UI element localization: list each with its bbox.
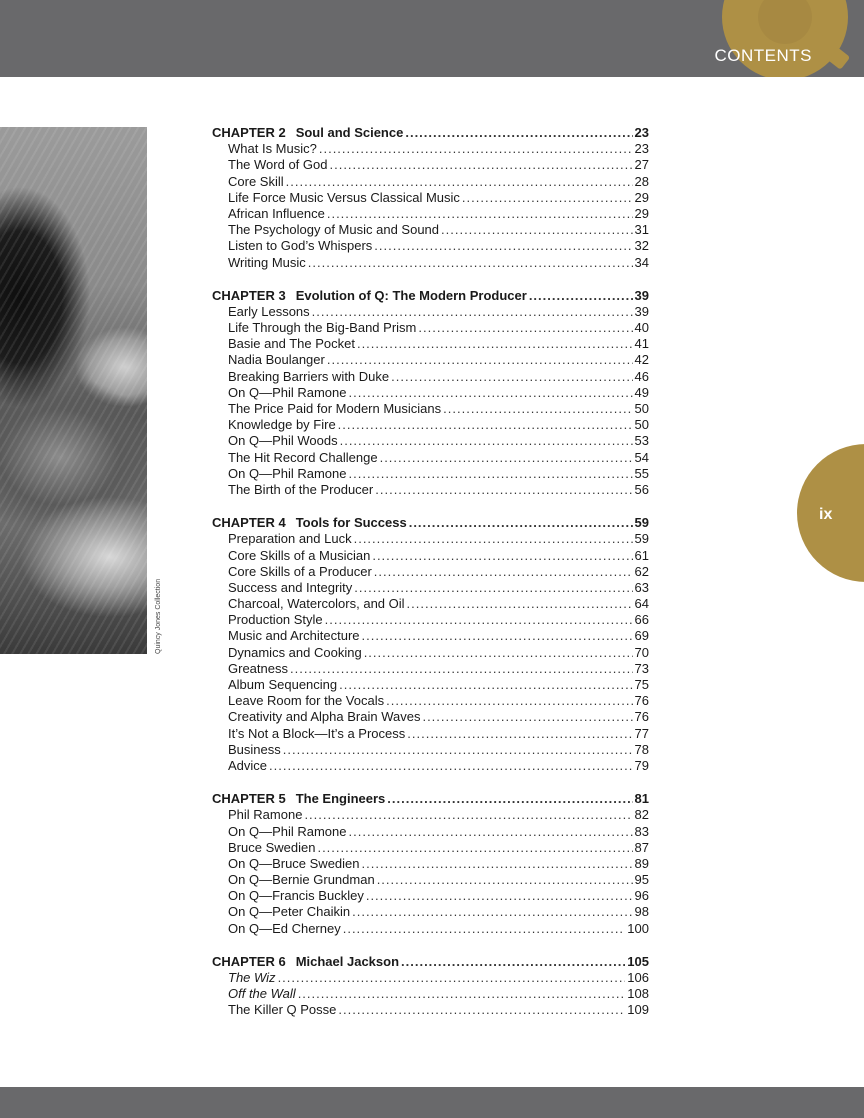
toc-entry[interactable]: [212, 872, 649, 888]
entry-page: 77: [634, 725, 649, 741]
entry-title: Preparation and Luck: [228, 531, 352, 547]
entry-title: On Q—Phil Ramone: [228, 465, 347, 481]
entry-title: Core Skills of a Musician: [228, 547, 371, 563]
entry-title: On Q—Phil Ramone: [228, 823, 347, 839]
chapter-page: 105: [627, 953, 649, 969]
entry-page: 62: [634, 563, 649, 579]
leader-dots: [338, 417, 633, 433]
leader-dots: [352, 904, 632, 920]
leader-dots: [377, 872, 633, 888]
entry-title: Business: [228, 741, 281, 757]
chapter-title: Tools for Success: [295, 515, 407, 531]
chapter-block: [212, 288, 649, 498]
toc-entry[interactable]: [212, 1002, 649, 1018]
chapter-label: [212, 515, 407, 531]
leader-dots: [278, 970, 626, 986]
chapter-heading[interactable]: [212, 791, 649, 807]
chapter-number: CHAPTER 6: [212, 953, 286, 969]
leader-dots: [349, 385, 633, 401]
leader-dots: [529, 288, 633, 304]
entry-page: 63: [634, 579, 649, 595]
leader-dots: [391, 369, 632, 385]
leader-dots: [407, 596, 633, 612]
chapter-block: [212, 954, 649, 1019]
leader-dots: [317, 840, 632, 856]
chapter-title: Michael Jackson: [295, 953, 400, 969]
entry-page: 29: [634, 189, 649, 205]
toc-entry[interactable]: [212, 401, 649, 417]
leader-dots: [329, 157, 632, 173]
leader-dots: [349, 466, 633, 482]
entry-title: The Psychology of Music and Sound: [228, 222, 440, 238]
entry-title: Dynamics and Cooking: [228, 644, 362, 660]
entry-title: The Wiz: [228, 970, 276, 985]
entry-page: 29: [634, 205, 649, 221]
toc-entry[interactable]: [212, 628, 649, 644]
entry-page: 54: [634, 449, 649, 465]
toc-entry[interactable]: [212, 758, 649, 774]
leader-dots: [422, 709, 632, 725]
entry-page: 46: [634, 368, 649, 384]
entry-title: Greatness: [228, 660, 288, 676]
entry-page: 76: [634, 709, 649, 725]
leader-dots: [362, 628, 633, 644]
leader-dots: [340, 433, 633, 449]
entry-page: 108: [627, 986, 649, 1002]
toc-entry[interactable]: [212, 174, 649, 190]
entry-title: Phil Ramone: [228, 807, 303, 823]
leader-dots: [462, 190, 633, 206]
entry-title: Leave Room for the Vocals: [228, 693, 385, 709]
header-bar: [0, 0, 864, 77]
leader-dots: [409, 515, 633, 531]
entry-title: Early Lessons: [228, 303, 310, 319]
leader-dots: [343, 921, 626, 937]
entry-page: 73: [634, 660, 649, 676]
chapter-label: [212, 125, 403, 141]
leader-dots: [374, 238, 632, 254]
leader-dots: [441, 222, 633, 238]
photo-credit: Quincy Jones Collection: [155, 578, 162, 654]
chapter-number: CHAPTER 4: [212, 515, 286, 531]
toc-entry[interactable]: [212, 531, 649, 547]
toc-entry[interactable]: [212, 580, 649, 596]
toc-entry[interactable]: [212, 840, 649, 856]
entry-title: The Price Paid for Modern Musicians: [228, 401, 442, 416]
toc-entry[interactable]: [212, 433, 649, 449]
entry-page: 66: [634, 612, 649, 628]
leader-dots: [366, 888, 633, 904]
entry-title: On Q—Francis Buckley: [228, 888, 364, 904]
chapter-page: 39: [634, 287, 649, 303]
footer-bar: [0, 1087, 864, 1118]
leader-dots: [386, 693, 632, 709]
portrait-photo: [0, 127, 147, 654]
chapter-page: 81: [634, 791, 649, 807]
leader-dots: [354, 580, 632, 596]
toc-entry[interactable]: [212, 417, 649, 433]
leader-dots: [298, 986, 626, 1002]
entry-title: The Word of God: [228, 157, 328, 173]
entry-page: 69: [634, 628, 649, 644]
toc-entry[interactable]: [212, 157, 649, 173]
entry-title: The Hit Record Challenge: [228, 449, 378, 465]
chapter-page: 23: [634, 125, 649, 140]
entry-page: 106: [627, 970, 649, 985]
chapter-number: CHAPTER 3: [212, 287, 286, 303]
toc-entry[interactable]: [212, 742, 649, 758]
toc-entry[interactable]: [212, 450, 649, 466]
entry-page: 49: [634, 384, 649, 400]
chapter-block: [212, 515, 649, 774]
leader-dots: [327, 206, 633, 222]
toc-entry[interactable]: [212, 190, 649, 206]
entry-page: 70: [634, 644, 649, 660]
entry-page: 40: [634, 320, 649, 336]
toc-entry[interactable]: [212, 986, 649, 1002]
leader-dots: [380, 450, 633, 466]
leader-dots: [387, 791, 632, 807]
toc-entry[interactable]: [212, 482, 649, 498]
entry-page: 31: [634, 222, 649, 238]
entry-page: 39: [634, 303, 649, 319]
toc-entry[interactable]: [212, 661, 649, 677]
entry-title: Bruce Swedien: [228, 839, 316, 855]
leader-dots: [401, 954, 625, 970]
leader-dots: [308, 255, 633, 271]
toc-entry[interactable]: [212, 726, 649, 742]
toc-entry[interactable]: [212, 466, 649, 482]
leader-dots: [325, 612, 633, 628]
entry-page: 55: [634, 465, 649, 481]
entry-title: On Q—Peter Chaikin: [228, 904, 351, 920]
leader-dots: [304, 807, 632, 823]
chapter-number: CHAPTER 2: [212, 125, 286, 140]
entry-title: On Q—Ed Cherney: [228, 920, 341, 936]
toc-entry[interactable]: [212, 141, 649, 157]
entry-title: Album Sequencing: [228, 677, 338, 692]
leader-dots: [357, 336, 633, 352]
toc-entry[interactable]: [212, 222, 649, 238]
leader-dots: [290, 661, 633, 677]
chapter-block: [212, 125, 649, 271]
entry-title: Music and Architecture: [228, 628, 360, 644]
leader-dots: [339, 677, 632, 693]
toc-entry[interactable]: [212, 320, 649, 336]
entry-title: Listen to God’s Whispers: [228, 238, 373, 254]
toc-entry[interactable]: [212, 206, 649, 222]
leader-dots: [319, 141, 633, 157]
toc-entry[interactable]: [212, 693, 649, 709]
toc-entry[interactable]: [212, 970, 649, 986]
entry-page: 96: [634, 888, 649, 904]
entry-title: The Killer Q Posse: [228, 1002, 337, 1018]
leader-dots: [372, 548, 632, 564]
entry-title: Basie and The Pocket: [228, 336, 355, 352]
toc-entry[interactable]: [212, 304, 649, 320]
entry-page: 98: [634, 904, 649, 920]
entry-title: Core Skills of a Producer: [228, 563, 372, 579]
leader-dots: [349, 824, 633, 840]
chapter-label: [212, 288, 527, 304]
entry-page: 109: [627, 1002, 649, 1018]
entry-title: Knowledge by Fire: [228, 417, 336, 433]
chapter-heading[interactable]: [212, 288, 649, 304]
toc-entry[interactable]: [212, 548, 649, 564]
entry-title: Life Force Music Versus Classical Music: [228, 189, 460, 205]
entry-title: It’s Not a Block—It’s a Process: [228, 725, 406, 741]
toc-entry[interactable]: [212, 336, 649, 352]
entry-page: 27: [634, 157, 649, 173]
entry-page: 82: [634, 807, 649, 823]
leader-dots: [443, 401, 632, 417]
leader-dots: [364, 645, 633, 661]
toc-entry[interactable]: [212, 677, 649, 693]
toc-entry[interactable]: [212, 645, 649, 661]
entry-page: 64: [634, 596, 649, 612]
leader-dots: [418, 320, 632, 336]
leader-dots: [283, 742, 633, 758]
chapter-label: [212, 791, 385, 807]
entry-page: 78: [634, 741, 649, 757]
chapter-title: Soul and Science: [295, 125, 404, 140]
entry-page: 61: [634, 547, 649, 563]
entry-title: Advice: [228, 757, 268, 773]
leader-dots: [374, 564, 633, 580]
toc-entry[interactable]: [212, 385, 649, 401]
leader-dots: [354, 531, 633, 547]
chapter-label: [212, 954, 399, 970]
entry-title: The Birth of the Producer: [228, 481, 374, 497]
entry-page: 87: [634, 839, 649, 855]
toc-entry[interactable]: [212, 709, 649, 725]
toc-entry[interactable]: [212, 856, 649, 872]
entry-title: On Q—Phil Woods: [228, 433, 338, 449]
leader-dots: [338, 1002, 625, 1018]
entry-page: 32: [634, 238, 649, 254]
leader-dots: [312, 304, 633, 320]
entry-title: African Influence: [228, 205, 325, 221]
entry-page: 100: [627, 920, 649, 936]
entry-title: On Q—Bruce Swedien: [228, 855, 360, 871]
entry-page: 50: [634, 401, 649, 416]
chapter-page: 59: [634, 515, 649, 531]
entry-page: 42: [634, 352, 649, 368]
toc-entry[interactable]: [212, 921, 649, 937]
entry-title: Success and Integrity: [228, 579, 353, 595]
entry-page: 89: [634, 855, 649, 871]
leader-dots: [405, 125, 632, 141]
leader-dots: [375, 482, 632, 498]
entry-page: 75: [634, 677, 649, 692]
entry-title: Core Skill: [228, 173, 284, 189]
chapter-heading[interactable]: [212, 515, 649, 531]
entry-title: Production Style: [228, 612, 323, 628]
entry-title: Off the Wall: [228, 986, 296, 1002]
leader-dots: [286, 174, 633, 190]
entry-page: 50: [634, 417, 649, 433]
entry-title: Life Through the Big-Band Prism: [228, 320, 417, 336]
toc-entry[interactable]: [212, 807, 649, 823]
chapter-number: CHAPTER 5: [212, 791, 286, 807]
entry-page: 95: [634, 872, 649, 888]
page-number: ix: [819, 506, 833, 523]
toc-entry[interactable]: [212, 352, 649, 368]
photo-texture: [0, 127, 147, 654]
leader-dots: [327, 352, 633, 368]
chapter-block: [212, 791, 649, 937]
entry-page: 56: [634, 481, 649, 497]
entry-title: On Q—Bernie Grundman: [228, 872, 375, 888]
toc-entry[interactable]: [212, 596, 649, 612]
entry-title: On Q—Phil Ramone: [228, 384, 347, 400]
leader-dots: [269, 758, 633, 774]
entry-page: 59: [634, 531, 649, 547]
leader-dots: [407, 726, 632, 742]
entry-page: 83: [634, 823, 649, 839]
chapter-heading[interactable]: [212, 125, 649, 141]
chapter-title: The Engineers: [295, 791, 386, 807]
entry-title: Charcoal, Watercolors, and Oil: [228, 596, 405, 612]
entry-page: 79: [634, 757, 649, 773]
toc-entry[interactable]: [212, 904, 649, 920]
toc-entry[interactable]: [212, 824, 649, 840]
toc-entry[interactable]: [212, 238, 649, 254]
entry-title: Writing Music: [228, 254, 306, 270]
toc-entry[interactable]: [212, 369, 649, 385]
entry-page: 23: [634, 141, 649, 157]
toc-entry[interactable]: [212, 255, 649, 271]
entry-page: 34: [634, 254, 649, 270]
entry-title: Breaking Barriers with Duke: [228, 368, 390, 384]
leader-dots: [362, 856, 633, 872]
chapter-heading[interactable]: [212, 954, 649, 970]
entry-page: 28: [634, 173, 649, 189]
chapter-title: Evolution of Q: The Modern Producer: [295, 287, 527, 303]
table-of-contents: [212, 125, 649, 1036]
section-title: CONTENTS: [714, 46, 812, 65]
entry-title: Creativity and Alpha Brain Waves: [228, 709, 421, 725]
entry-page: 53: [634, 433, 649, 449]
entry-page: 41: [634, 336, 649, 352]
toc-entry[interactable]: [212, 888, 649, 904]
toc-entry[interactable]: [212, 564, 649, 580]
toc-entry[interactable]: [212, 612, 649, 628]
entry-title: What Is Music?: [228, 141, 317, 157]
entry-page: 76: [634, 693, 649, 709]
entry-title: Nadia Boulanger: [228, 352, 325, 368]
